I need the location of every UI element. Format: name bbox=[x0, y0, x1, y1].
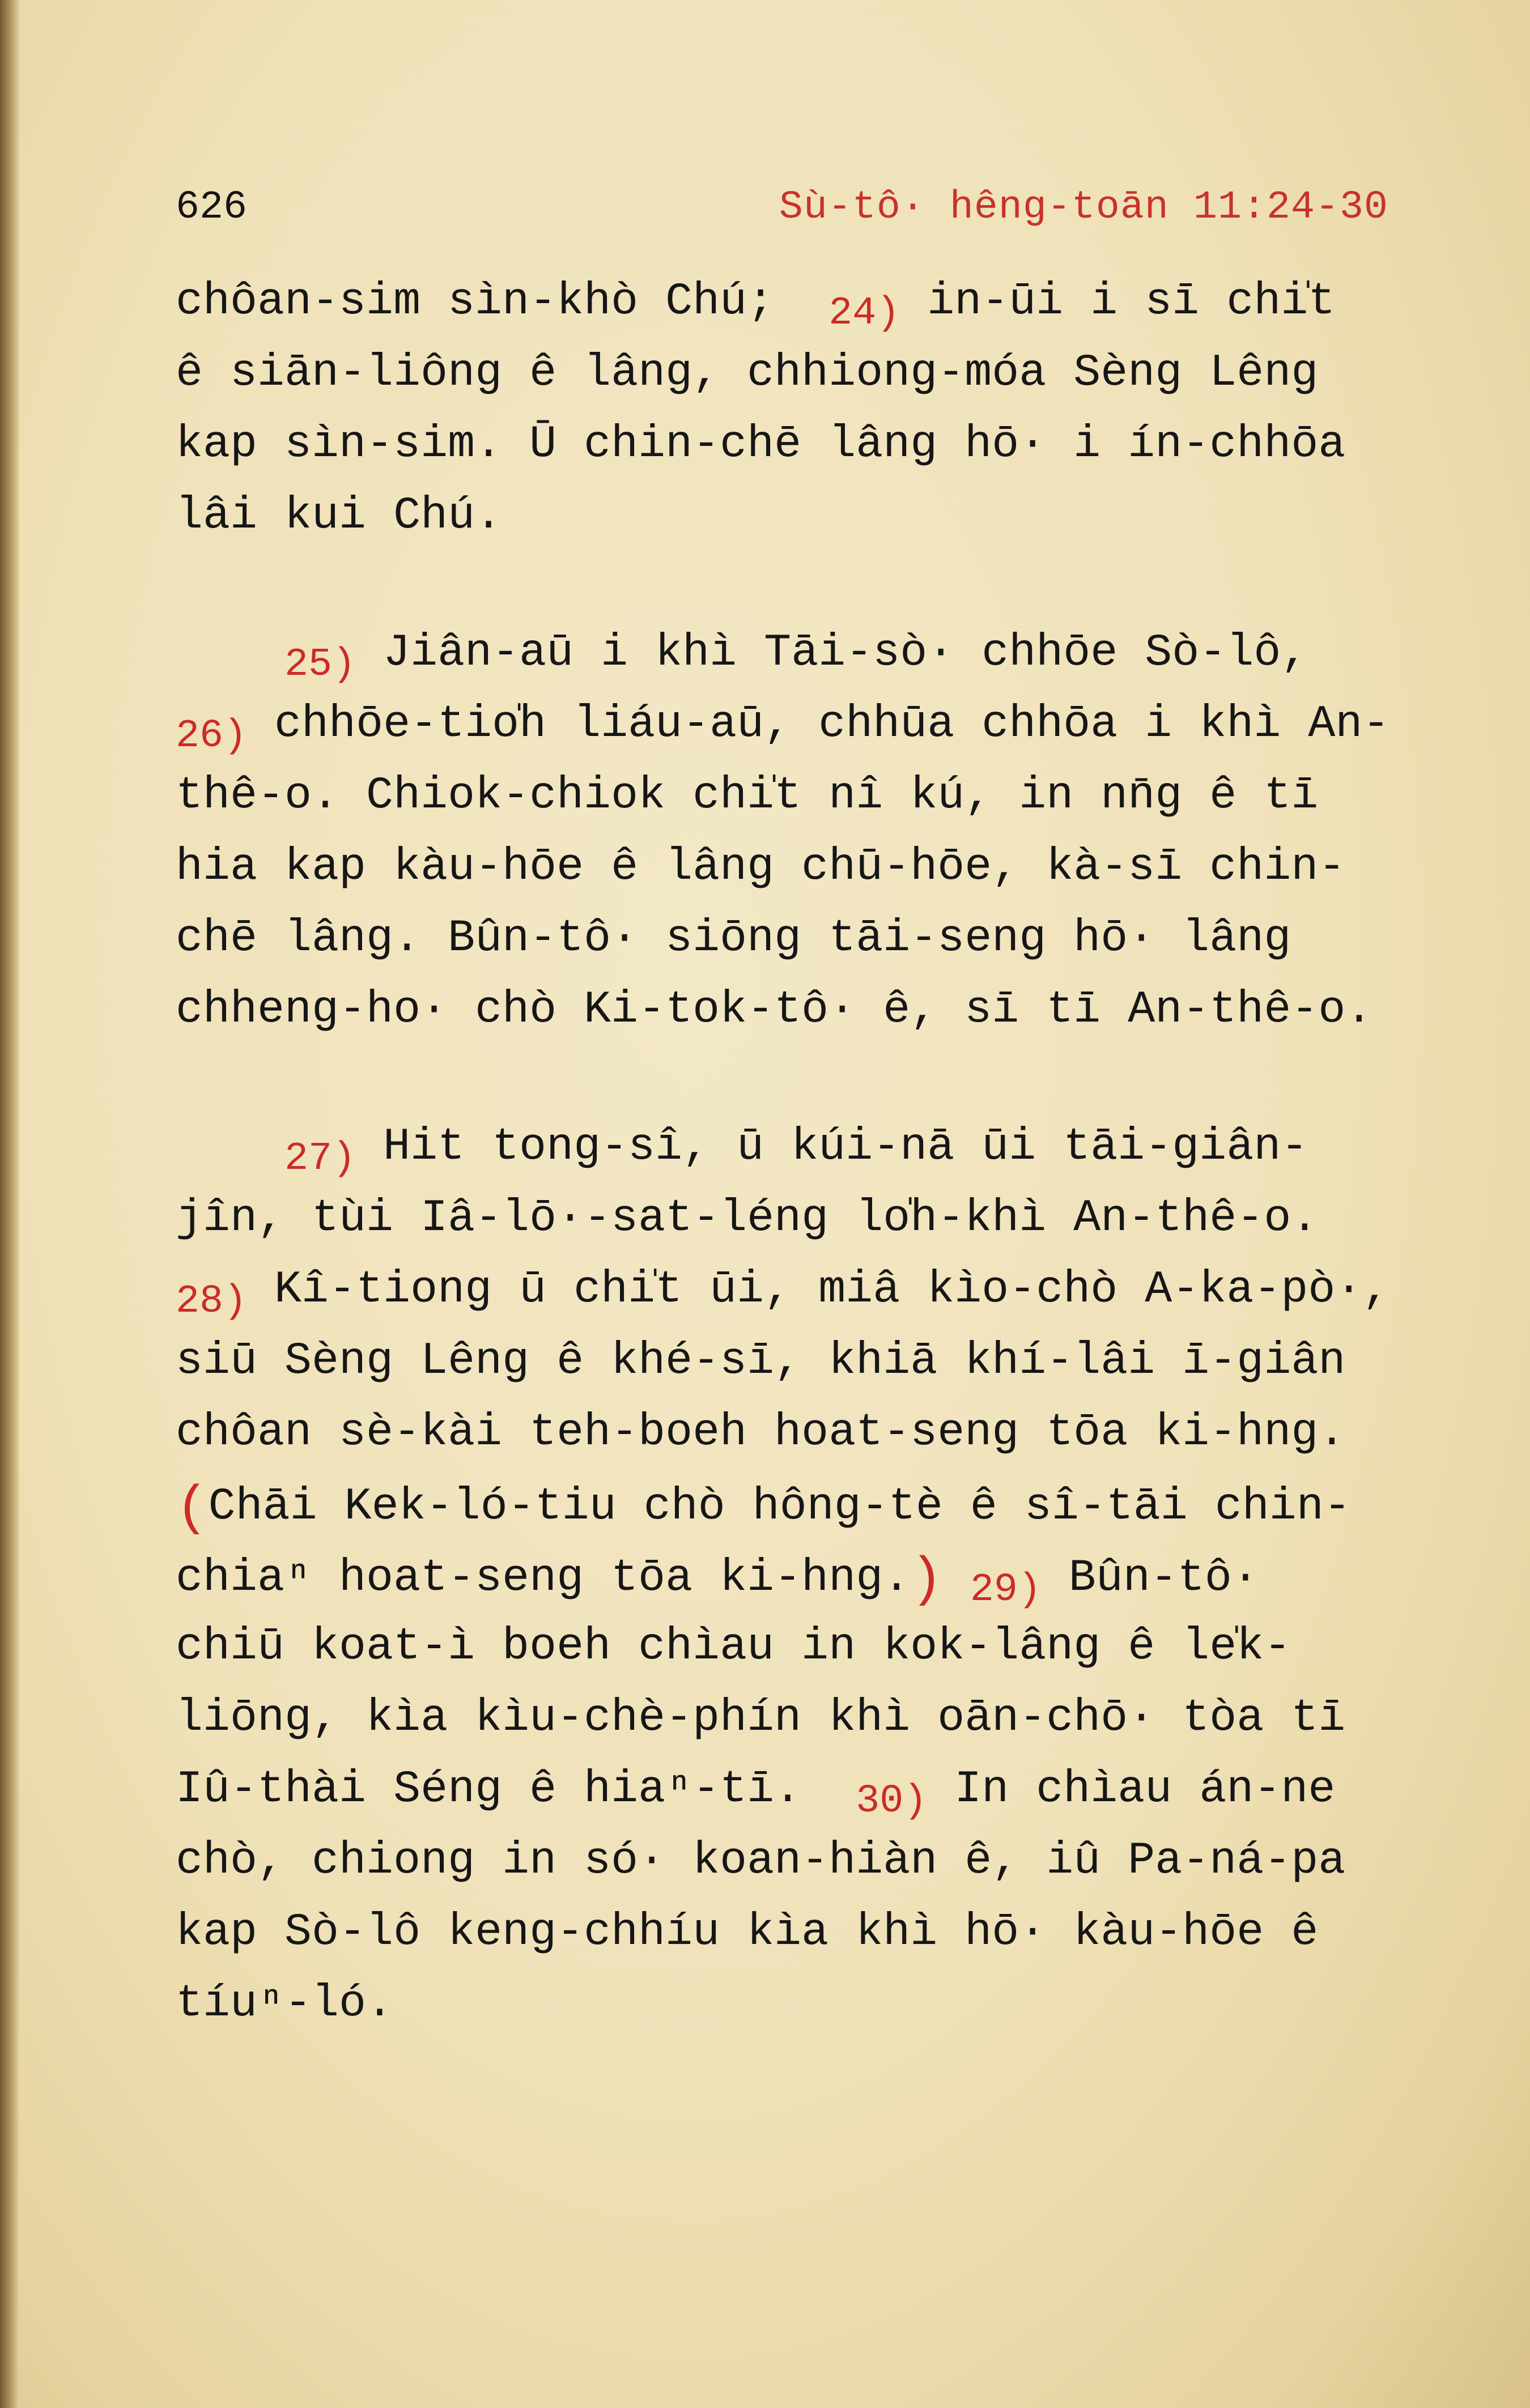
text-run: chiaⁿ hoat-seng tōa ki-hng. bbox=[176, 1552, 911, 1604]
text-line: liōng, kìa kìu-chè-phín khì oān-chō· tòa tī bbox=[176, 1692, 1346, 1744]
text-line: chò, chiong in só· koan-hiàn ê, iû Pa-ná-pa bbox=[176, 1835, 1346, 1887]
text-run: Bûn-tô· bbox=[1041, 1552, 1259, 1604]
text-line: lâi kui Chú. bbox=[176, 490, 503, 542]
paren-close: ) bbox=[910, 1549, 943, 1611]
text-run: Iû-thài Séng ê hiaⁿ-tī. bbox=[176, 1764, 856, 1815]
text-line: thê-o. Chiok-chiok chi̍t nî kú, in nn̄g ê tī bbox=[176, 770, 1319, 822]
page-edge bbox=[0, 0, 19, 2408]
page-number: 626 bbox=[176, 185, 248, 230]
text-line: siū Sèng Lêng ê khé-sī, khiā khí-lâi ī-giân bbox=[176, 1335, 1346, 1387]
text-line bbox=[176, 1254, 1388, 1326]
text-run: chôan-sim sìn-khò Chú; bbox=[176, 276, 829, 327]
verse-number-27: 27) bbox=[284, 1137, 356, 1181]
paren-open: ( bbox=[176, 1478, 209, 1539]
paragraph-gap bbox=[176, 1046, 1388, 1112]
text-run: In chìau án-ne bbox=[927, 1764, 1336, 1815]
text-run: in-ūi i sī chi̍t bbox=[900, 276, 1336, 327]
indent bbox=[176, 627, 284, 679]
text-line: chiū koat-ì boeh chìau in kok-lâng ê le̍k- bbox=[176, 1621, 1291, 1673]
text-run: Chāi Kek-ló-tiu chò hông-tè ê sî-tāi chin- bbox=[208, 1481, 1351, 1533]
text-line: chôan sè-kài teh-boeh hoat-seng tōa ki-hng. bbox=[176, 1407, 1346, 1458]
text-line: chheng-ho· chò Ki-tok-tô· ê, sī tī An-thê-o. bbox=[176, 984, 1373, 1036]
paragraph-gap bbox=[176, 552, 1388, 618]
text-run: chhōe-tio̍h liáu-aū, chhūa chhōa i khì An- bbox=[247, 699, 1390, 750]
text-line bbox=[176, 689, 1388, 760]
text-run: Jiân-aū i khì Tāi-sò· chhōe Sò-lô, bbox=[356, 627, 1308, 679]
text-run: Hit tong-sî, ū kúi-nā ūi tāi-giân- bbox=[356, 1121, 1308, 1173]
verse-number-25: 25) bbox=[284, 643, 356, 687]
text-line: kap Sò-lô keng-chhíu kìa khì hō· kàu-hōe ê bbox=[176, 1907, 1319, 1958]
running-head: Sù-tô· hêng-toān 11:24-30 bbox=[779, 185, 1388, 230]
verse-number-28: 28) bbox=[176, 1279, 248, 1324]
text-line: jîn, tùi Iâ-lō·-sat-léng lo̍h-khì An-thê-o. bbox=[176, 1193, 1319, 1244]
body-text bbox=[176, 266, 1388, 2040]
text-line bbox=[176, 1112, 1388, 1183]
page-header bbox=[176, 177, 1388, 239]
verse-number-29: 29) bbox=[970, 1568, 1042, 1613]
text-line: hia kap kàu-hōe ê lâng chū-hōe, kà-sī chin- bbox=[176, 841, 1346, 893]
text-line bbox=[176, 266, 1388, 338]
text-line bbox=[176, 1469, 1388, 1540]
verse-number-26: 26) bbox=[176, 714, 248, 759]
text-line: chē lâng. Bûn-tô· siōng tāi-seng hō· lâng bbox=[176, 913, 1291, 964]
text-run: Kî-tiong ū chi̍t ūi, miâ kìo-chò A-ka-pò·, bbox=[247, 1264, 1390, 1316]
text-line bbox=[176, 1754, 1388, 1826]
verse-number-24: 24) bbox=[828, 291, 900, 336]
text-line: tíuⁿ-ló. bbox=[176, 1978, 394, 2030]
indent bbox=[176, 1121, 284, 1173]
text-line: ê siān-liông ê lâng, chhiong-móa Sèng Lêng bbox=[176, 347, 1319, 399]
text-line: kap sìn-sim. Ū chin-chē lâng hō· i ín-chhōa bbox=[176, 419, 1346, 470]
text-line bbox=[176, 1540, 1388, 1611]
text-line bbox=[176, 618, 1388, 689]
verse-number-30: 30) bbox=[856, 1779, 928, 1824]
